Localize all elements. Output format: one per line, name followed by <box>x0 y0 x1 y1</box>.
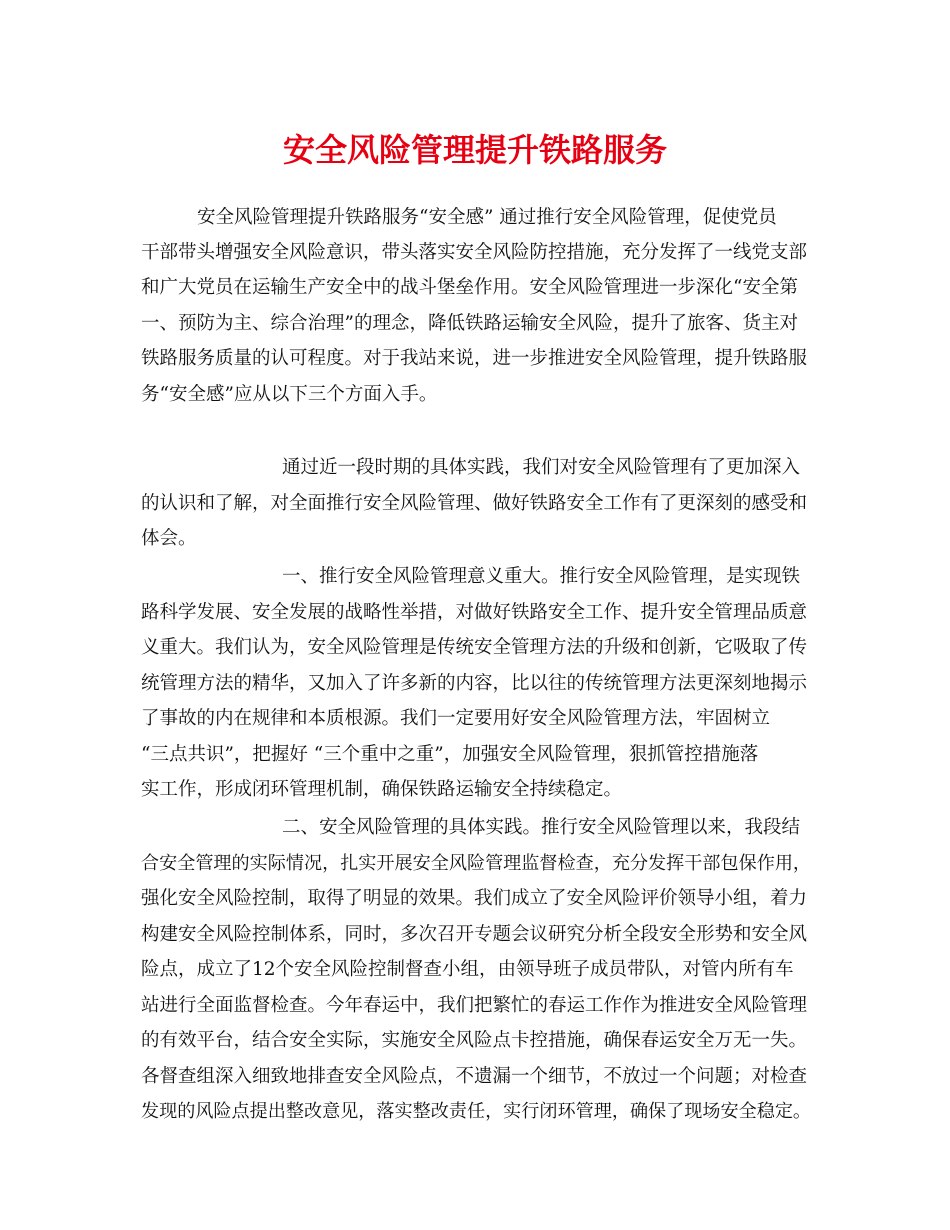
text-line: 义重大。我们认为，安全风险管理是传统安全管理方法的升级和创新，它吸取了传 <box>141 637 808 658</box>
text-line: 构建安全风险控制体系，同时，多次召开专题会议研究分析全段安全形势和安全风 <box>141 924 808 945</box>
text-line: 发现的风险点提出整改意见，落实整改责任，实行闭环管理，确保了现场安全稳定。 <box>141 1101 812 1122</box>
text-line: 了事故的内在规律和本质根源。我们一定要用好安全风险管理方法，牢固树立 <box>141 708 771 729</box>
text-line: 体会。 <box>141 528 197 549</box>
text-line: 的有效平台，结合安全实际，实施安全风险点卡控措施，确保春运安全万无一失。 <box>141 1030 808 1051</box>
text-line: 安全风险管理提升铁路服务“安全感” 通过推行安全风险管理，促使党员 <box>197 207 777 228</box>
text-line: 的认识和了解，对全面推行安全风险管理、做好铁路安全工作有了更深刻的感受和 <box>141 493 808 514</box>
text-line: 站进行全面监督检查。今年春运中，我们把繁忙的春运工作作为推进安全风险管理 <box>141 995 808 1016</box>
text-line: 统管理方法的精华，又加入了许多新的内容，比以往的传统管理方法更深刻地揭示 <box>141 673 808 694</box>
text-line: 通过近一段时期的具体实践，我们对安全风险管理有了更加深入 <box>282 457 801 478</box>
text-line: 合安全管理的实际情况，扎实开展安全风险管理监督检查，充分发挥干部包保作用， <box>141 853 812 874</box>
text-line: 各督查组深入细致地排查安全风险点，不遗漏一个细节，不放过一个问题；对检查 <box>141 1066 808 1087</box>
text-line: 险点，成立了12个安全风险控制督查小组，由领导班子成员带队，对管内所有车 <box>141 959 794 980</box>
text-line: 二、安全风险管理的具体实践。推行安全风险管理以来，我段结 <box>282 817 801 838</box>
text-line: “三点共识”，把握好 “三个重中之重”，加强安全风险管理，狠抓管控措施落 <box>141 744 759 765</box>
document-title: 安全风险管理提升铁路服务 <box>282 131 667 169</box>
text-line: 一、推行安全风险管理意义重大。推行安全风险管理，是实现铁 <box>282 566 801 587</box>
text-line: 和广大党员在运输生产安全中的战斗堡垒作用。安全风险管理进一步深化“安全第 <box>141 277 798 298</box>
text-line: 干部带头增强安全风险意识，带头落实安全风险防控措施，充分发挥了一线党支部 <box>141 242 808 263</box>
text-line: 务“安全感”应从以下三个方面入手。 <box>141 384 438 405</box>
text-line: 一、预防为主、综合治理”的理念，降低铁路运输安全风险，提升了旅客、货主对 <box>141 313 798 334</box>
text-line: 铁路服务质量的认可程度。对于我站来说，进一步推进安全风险管理，提升铁路服 <box>141 348 808 369</box>
text-line: 实工作，形成闭环管理机制，确保铁路运输安全持续稳定。 <box>141 779 623 800</box>
text-line: 强化安全风险控制，取得了明显的效果。我们成立了安全风险评价领导小组，着力 <box>141 888 808 909</box>
text-line: 路科学发展、安全发展的战略性举措，对做好铁路安全工作、提升安全管理品质意 <box>141 602 808 623</box>
